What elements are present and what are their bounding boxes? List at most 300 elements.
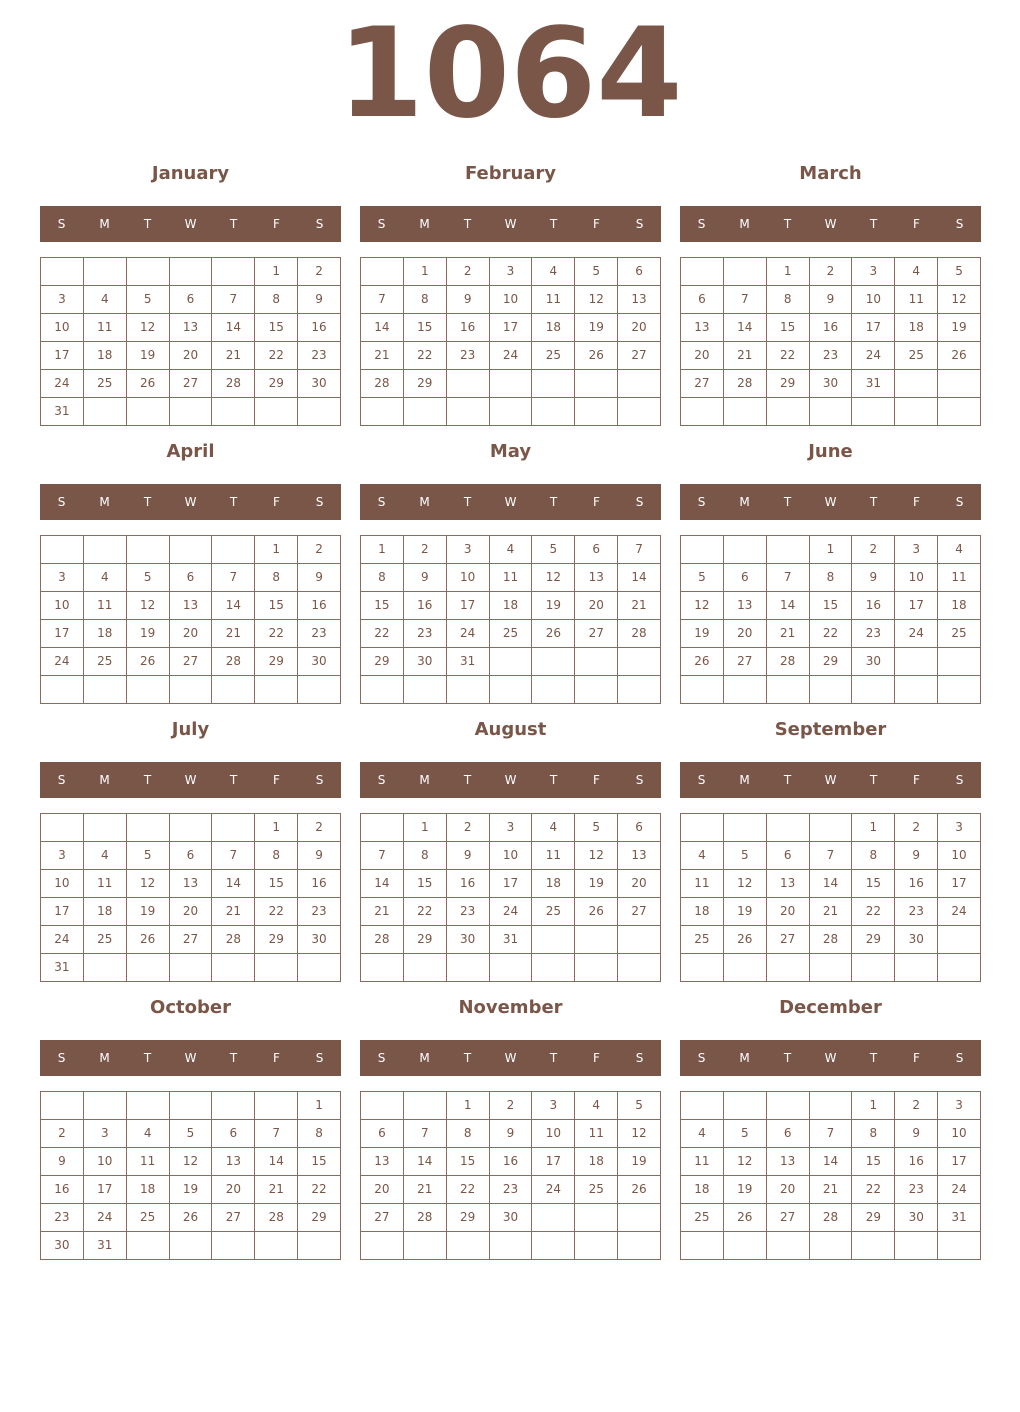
day-cell: 14 <box>212 870 255 898</box>
month-name: September <box>774 719 887 740</box>
day-cell: 1 <box>255 258 298 286</box>
day-cell: 18 <box>681 898 724 926</box>
day-cell: 4 <box>575 1092 618 1120</box>
day-cell: 24 <box>938 898 981 926</box>
day-cell: 16 <box>41 1176 84 1204</box>
day-cell <box>681 258 724 286</box>
day-cell: 8 <box>255 286 298 314</box>
day-cell: 23 <box>852 620 895 648</box>
weekday-label: F <box>593 1051 600 1065</box>
day-cell: 5 <box>127 564 170 592</box>
day-cell: 7 <box>212 842 255 870</box>
day-cell: 12 <box>170 1148 213 1176</box>
weekday-header <box>360 206 661 242</box>
day-cell: 2 <box>810 258 853 286</box>
day-cell: 8 <box>255 564 298 592</box>
weekday-label: S <box>377 1051 386 1065</box>
day-cell <box>575 1232 618 1260</box>
day-cell: 25 <box>127 1204 170 1232</box>
day-cell: 19 <box>681 620 724 648</box>
day-cell: 26 <box>532 620 575 648</box>
day-cell: 10 <box>852 286 895 314</box>
day-cell <box>810 1232 853 1260</box>
weekday-label: S <box>377 217 386 231</box>
day-cell <box>938 926 981 954</box>
day-cell <box>490 398 533 426</box>
day-cell: 23 <box>895 1176 938 1204</box>
weekday-label: S <box>635 773 644 787</box>
day-cell: 28 <box>767 648 810 676</box>
day-cell <box>361 814 404 842</box>
day-cell: 31 <box>84 1232 127 1260</box>
day-cell <box>127 1232 170 1260</box>
day-cell <box>490 370 533 398</box>
day-grid <box>680 535 981 704</box>
day-cell: 22 <box>404 342 447 370</box>
weekday-label: F <box>273 495 280 509</box>
day-cell <box>618 926 661 954</box>
weekday-label: W <box>504 1051 517 1065</box>
day-cell: 12 <box>681 592 724 620</box>
day-cell <box>724 676 767 704</box>
day-cell <box>618 954 661 982</box>
day-cell: 22 <box>298 1176 341 1204</box>
day-cell <box>41 258 84 286</box>
day-cell: 14 <box>361 314 404 342</box>
day-cell: 23 <box>298 620 341 648</box>
day-cell: 13 <box>767 870 810 898</box>
day-cell: 18 <box>575 1148 618 1176</box>
day-cell: 21 <box>810 898 853 926</box>
day-cell: 28 <box>255 1204 298 1232</box>
day-cell: 23 <box>41 1204 84 1232</box>
day-cell: 10 <box>938 842 981 870</box>
day-cell: 13 <box>618 842 661 870</box>
day-cell: 14 <box>404 1148 447 1176</box>
weekday-label: M <box>739 217 750 231</box>
day-cell: 15 <box>298 1148 341 1176</box>
day-cell: 12 <box>575 842 618 870</box>
day-cell: 13 <box>681 314 724 342</box>
day-cell: 18 <box>938 592 981 620</box>
day-cell: 8 <box>447 1120 490 1148</box>
day-cell: 5 <box>724 1120 767 1148</box>
weekday-header <box>680 206 981 242</box>
day-cell: 6 <box>618 814 661 842</box>
day-cell <box>575 648 618 676</box>
day-cell: 3 <box>490 258 533 286</box>
day-cell: 6 <box>618 258 661 286</box>
day-cell: 20 <box>361 1176 404 1204</box>
day-cell <box>852 954 895 982</box>
weekday-header <box>680 484 981 520</box>
month-name: December <box>779 997 882 1018</box>
weekday-label: S <box>697 217 706 231</box>
day-cell: 26 <box>127 648 170 676</box>
day-cell: 24 <box>84 1204 127 1232</box>
day-cell <box>127 814 170 842</box>
day-cell: 9 <box>447 842 490 870</box>
weekday-header <box>680 1040 981 1076</box>
day-cell: 10 <box>447 564 490 592</box>
day-grid <box>680 1091 981 1260</box>
day-cell <box>767 398 810 426</box>
day-cell: 3 <box>852 258 895 286</box>
day-cell: 30 <box>298 370 341 398</box>
weekday-label: W <box>184 495 197 509</box>
day-cell: 19 <box>575 870 618 898</box>
day-cell: 24 <box>447 620 490 648</box>
day-cell: 4 <box>490 536 533 564</box>
day-cell <box>404 676 447 704</box>
day-cell <box>575 370 618 398</box>
weekday-header <box>40 484 341 520</box>
day-cell <box>127 1092 170 1120</box>
day-cell <box>532 676 575 704</box>
day-cell <box>938 954 981 982</box>
month-may <box>360 438 661 704</box>
day-cell: 1 <box>361 536 404 564</box>
day-cell: 27 <box>170 370 213 398</box>
month-april <box>40 438 341 704</box>
month-name: February <box>464 163 557 184</box>
weekday-label: W <box>824 1051 837 1065</box>
day-cell <box>532 1204 575 1232</box>
day-cell <box>298 1232 341 1260</box>
day-cell: 29 <box>361 648 404 676</box>
day-cell <box>255 1092 298 1120</box>
day-cell: 27 <box>170 926 213 954</box>
day-cell: 31 <box>41 954 84 982</box>
day-cell: 11 <box>84 314 127 342</box>
day-cell <box>84 676 127 704</box>
day-cell: 2 <box>298 536 341 564</box>
day-cell: 1 <box>767 258 810 286</box>
day-cell: 1 <box>255 814 298 842</box>
day-cell: 15 <box>404 314 447 342</box>
day-cell: 12 <box>575 286 618 314</box>
day-grid <box>360 535 661 704</box>
day-cell <box>895 1232 938 1260</box>
day-cell <box>852 398 895 426</box>
weekday-label: S <box>315 495 324 509</box>
day-cell: 14 <box>810 870 853 898</box>
day-cell: 9 <box>852 564 895 592</box>
day-cell <box>361 398 404 426</box>
weekday-label: S <box>635 217 644 231</box>
day-cell: 8 <box>404 842 447 870</box>
day-grid <box>680 257 981 426</box>
day-cell: 13 <box>170 314 213 342</box>
weekday-label: W <box>184 217 197 231</box>
day-cell: 12 <box>618 1120 661 1148</box>
day-cell: 24 <box>41 370 84 398</box>
day-cell <box>212 814 255 842</box>
weekday-label: S <box>377 495 386 509</box>
day-cell: 15 <box>810 592 853 620</box>
weekday-label: M <box>99 1051 110 1065</box>
day-cell: 4 <box>84 842 127 870</box>
day-cell: 23 <box>447 898 490 926</box>
day-cell: 31 <box>490 926 533 954</box>
month-september <box>680 716 981 982</box>
day-cell <box>810 676 853 704</box>
day-cell: 30 <box>41 1232 84 1260</box>
day-cell: 9 <box>895 842 938 870</box>
day-cell: 29 <box>255 370 298 398</box>
day-cell: 4 <box>681 842 724 870</box>
day-cell: 29 <box>767 370 810 398</box>
day-cell: 1 <box>810 536 853 564</box>
day-cell: 13 <box>618 286 661 314</box>
day-cell: 10 <box>41 314 84 342</box>
day-cell <box>361 258 404 286</box>
day-cell: 16 <box>810 314 853 342</box>
day-cell: 30 <box>404 648 447 676</box>
day-cell: 17 <box>938 870 981 898</box>
day-cell: 19 <box>532 592 575 620</box>
day-cell: 15 <box>447 1148 490 1176</box>
day-cell: 29 <box>255 926 298 954</box>
weekday-label: T <box>229 1051 238 1065</box>
day-cell: 19 <box>724 898 767 926</box>
weekday-label: S <box>57 217 66 231</box>
day-cell <box>447 676 490 704</box>
day-cell: 6 <box>724 564 767 592</box>
day-cell: 10 <box>490 286 533 314</box>
day-cell: 6 <box>212 1120 255 1148</box>
day-cell <box>170 676 213 704</box>
day-cell: 25 <box>84 648 127 676</box>
weekday-label: T <box>783 495 792 509</box>
day-cell: 17 <box>490 314 533 342</box>
weekday-label: S <box>377 773 386 787</box>
weekday-label: T <box>869 495 878 509</box>
day-cell <box>298 954 341 982</box>
weekday-header <box>680 762 981 798</box>
weekday-label: M <box>739 495 750 509</box>
day-cell: 28 <box>212 370 255 398</box>
day-cell: 27 <box>681 370 724 398</box>
day-grid <box>360 813 661 982</box>
day-cell: 2 <box>852 536 895 564</box>
day-cell: 12 <box>127 592 170 620</box>
day-cell <box>490 648 533 676</box>
day-cell: 9 <box>41 1148 84 1176</box>
day-cell <box>84 814 127 842</box>
day-cell: 23 <box>404 620 447 648</box>
day-cell: 5 <box>724 842 767 870</box>
day-cell: 22 <box>810 620 853 648</box>
month-name: May <box>489 441 532 462</box>
day-cell: 17 <box>41 898 84 926</box>
day-cell: 15 <box>255 870 298 898</box>
weekday-label: S <box>697 1051 706 1065</box>
day-cell <box>895 676 938 704</box>
month-name: November <box>458 997 563 1018</box>
day-cell <box>681 1092 724 1120</box>
day-cell <box>84 954 127 982</box>
day-cell <box>575 676 618 704</box>
day-cell: 11 <box>575 1120 618 1148</box>
day-cell: 28 <box>618 620 661 648</box>
day-cell <box>170 398 213 426</box>
day-cell <box>938 648 981 676</box>
weekday-label: W <box>184 773 197 787</box>
day-cell: 2 <box>895 814 938 842</box>
day-cell <box>84 536 127 564</box>
day-cell <box>212 954 255 982</box>
weekday-label: S <box>57 495 66 509</box>
day-cell <box>618 1232 661 1260</box>
weekday-label: F <box>913 495 920 509</box>
day-cell: 24 <box>490 898 533 926</box>
day-cell: 20 <box>170 898 213 926</box>
day-cell <box>895 954 938 982</box>
weekday-label: F <box>913 217 920 231</box>
day-cell: 13 <box>361 1148 404 1176</box>
day-cell: 18 <box>84 620 127 648</box>
weekday-label: S <box>57 773 66 787</box>
day-cell <box>41 1092 84 1120</box>
day-cell <box>127 258 170 286</box>
weekday-label: T <box>229 773 238 787</box>
day-cell: 16 <box>404 592 447 620</box>
day-cell: 17 <box>490 870 533 898</box>
weekday-label: T <box>783 217 792 231</box>
day-cell: 3 <box>938 814 981 842</box>
weekday-header <box>360 484 661 520</box>
day-cell: 25 <box>532 898 575 926</box>
day-cell <box>255 954 298 982</box>
day-cell <box>938 676 981 704</box>
day-cell <box>681 954 724 982</box>
day-cell: 18 <box>895 314 938 342</box>
weekday-label: F <box>273 773 280 787</box>
day-cell: 19 <box>170 1176 213 1204</box>
day-cell <box>724 398 767 426</box>
day-cell <box>938 398 981 426</box>
day-cell <box>404 1232 447 1260</box>
day-cell: 28 <box>404 1204 447 1232</box>
day-cell: 21 <box>810 1176 853 1204</box>
day-cell: 26 <box>575 342 618 370</box>
day-cell: 15 <box>852 870 895 898</box>
day-cell: 11 <box>532 842 575 870</box>
day-cell: 3 <box>490 814 533 842</box>
day-cell: 16 <box>447 870 490 898</box>
day-cell: 2 <box>298 814 341 842</box>
day-cell <box>575 1204 618 1232</box>
day-cell: 3 <box>447 536 490 564</box>
day-cell: 27 <box>767 926 810 954</box>
day-cell: 19 <box>127 342 170 370</box>
day-cell: 28 <box>810 926 853 954</box>
day-cell: 2 <box>404 536 447 564</box>
day-cell: 2 <box>447 258 490 286</box>
day-cell: 10 <box>532 1120 575 1148</box>
day-cell: 23 <box>298 898 341 926</box>
day-cell <box>724 1092 767 1120</box>
day-cell: 5 <box>618 1092 661 1120</box>
day-cell: 13 <box>575 564 618 592</box>
day-cell: 23 <box>810 342 853 370</box>
day-cell <box>447 398 490 426</box>
day-cell: 11 <box>681 1148 724 1176</box>
day-cell: 5 <box>575 814 618 842</box>
day-cell: 6 <box>170 564 213 592</box>
weekday-label: S <box>955 217 964 231</box>
weekday-label: S <box>635 1051 644 1065</box>
day-cell: 4 <box>84 564 127 592</box>
day-cell: 14 <box>618 564 661 592</box>
day-cell: 27 <box>361 1204 404 1232</box>
day-cell: 3 <box>41 564 84 592</box>
month-july <box>40 716 341 982</box>
day-cell <box>127 536 170 564</box>
day-cell: 11 <box>84 870 127 898</box>
day-cell: 2 <box>41 1120 84 1148</box>
day-cell: 17 <box>532 1148 575 1176</box>
day-cell <box>212 398 255 426</box>
day-cell: 16 <box>852 592 895 620</box>
day-cell: 2 <box>298 258 341 286</box>
day-cell: 28 <box>361 370 404 398</box>
day-cell: 31 <box>852 370 895 398</box>
day-cell <box>681 1232 724 1260</box>
day-cell: 7 <box>404 1120 447 1148</box>
day-cell: 1 <box>255 536 298 564</box>
day-cell: 15 <box>852 1148 895 1176</box>
day-cell: 17 <box>41 342 84 370</box>
day-cell: 22 <box>361 620 404 648</box>
day-cell: 2 <box>490 1092 533 1120</box>
day-cell: 18 <box>532 314 575 342</box>
day-cell: 13 <box>767 1148 810 1176</box>
month-name: July <box>171 719 210 740</box>
day-cell <box>170 536 213 564</box>
day-cell: 9 <box>490 1120 533 1148</box>
day-cell: 30 <box>447 926 490 954</box>
day-cell: 6 <box>575 536 618 564</box>
day-cell: 26 <box>170 1204 213 1232</box>
day-cell: 1 <box>852 1092 895 1120</box>
day-grid <box>40 257 341 426</box>
day-grid <box>40 1091 341 1260</box>
day-cell: 22 <box>852 898 895 926</box>
weekday-label: M <box>99 773 110 787</box>
day-cell: 21 <box>404 1176 447 1204</box>
day-cell <box>618 648 661 676</box>
day-cell: 15 <box>255 592 298 620</box>
weekday-label: S <box>57 1051 66 1065</box>
weekday-label: F <box>273 1051 280 1065</box>
day-cell: 26 <box>938 342 981 370</box>
day-cell: 29 <box>810 648 853 676</box>
day-cell: 21 <box>361 898 404 926</box>
month-march <box>680 160 981 426</box>
day-cell <box>84 398 127 426</box>
day-cell: 11 <box>84 592 127 620</box>
day-cell: 1 <box>298 1092 341 1120</box>
day-cell: 16 <box>298 592 341 620</box>
day-cell: 3 <box>938 1092 981 1120</box>
day-cell <box>298 398 341 426</box>
day-cell <box>575 954 618 982</box>
day-cell: 6 <box>767 1120 810 1148</box>
day-cell: 8 <box>298 1120 341 1148</box>
day-cell <box>724 954 767 982</box>
